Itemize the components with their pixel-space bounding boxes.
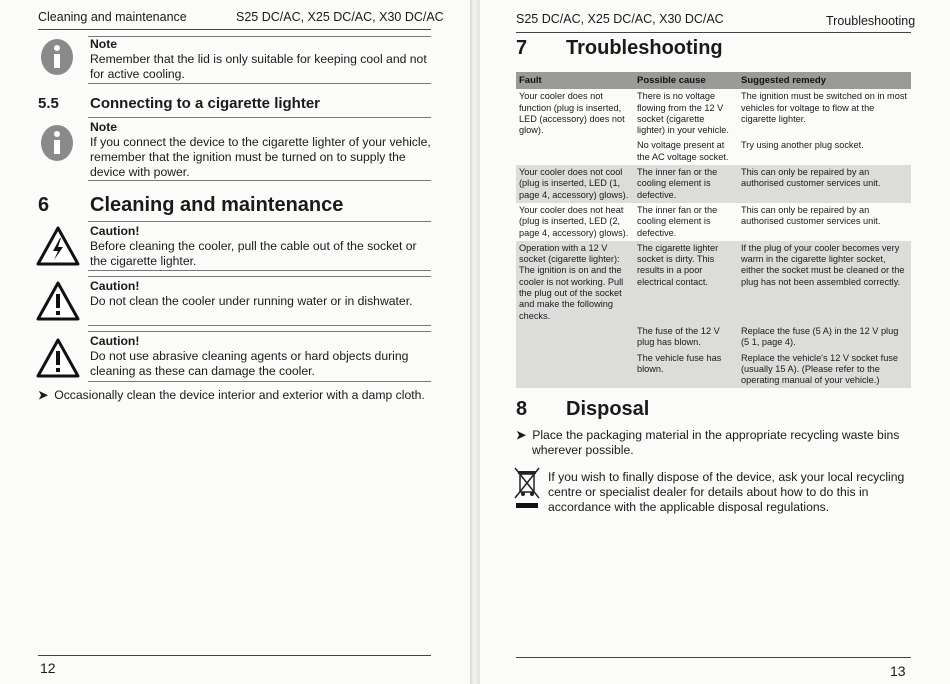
note-title: Note xyxy=(90,120,118,134)
page-number: 12 xyxy=(40,660,56,676)
left-page xyxy=(0,0,470,684)
caution-rule-top xyxy=(88,331,431,332)
table-row xyxy=(516,138,911,165)
chapter-title: Cleaning and maintenance xyxy=(90,194,344,216)
caution-rule-bottom xyxy=(88,381,431,382)
chapter-number: 6 xyxy=(38,194,50,216)
header-rule xyxy=(516,32,911,33)
crossed-bin-icon xyxy=(514,466,540,515)
caution-block xyxy=(90,224,432,269)
footer-rule xyxy=(38,655,431,656)
arrow-icon: ➤ xyxy=(516,428,527,442)
fault-cell: Your cooler does not function (plug is inserted, LED (accessory) does not glow). xyxy=(519,91,625,136)
caution-title: Caution! xyxy=(90,224,140,238)
fault-cell xyxy=(516,351,634,389)
caution-title: Caution! xyxy=(90,279,140,293)
table-row xyxy=(516,165,911,203)
troubleshooting-table xyxy=(516,72,911,388)
note-rule-bottom xyxy=(88,83,431,84)
remedy-cell: Try using another plug socket. xyxy=(741,140,864,151)
right-page xyxy=(480,0,950,684)
cause-cell: The cigarette lighter socket is dirty. This results in a poor electrical contact. xyxy=(634,241,738,324)
page-number: 13 xyxy=(890,663,906,679)
instruction-step xyxy=(516,428,927,458)
caution-block xyxy=(90,279,432,309)
instruction-text: Occasionally clean the device interior and exterior with a damp cloth. xyxy=(54,388,425,402)
caution-title: Caution! xyxy=(90,334,140,348)
info-icon xyxy=(40,38,74,81)
running-header-models: S25 DC/AC, X25 DC/AC, X30 DC/AC xyxy=(516,12,724,26)
warning-icon xyxy=(36,281,80,326)
cause-cell: No voltage present at the AC voltage socket. xyxy=(637,140,729,162)
running-header-models: S25 DC/AC, X25 DC/AC, X30 DC/AC xyxy=(236,10,444,24)
remedy-cell: If the plug of your cooler becomes very warm in the cigarette lighter socket, either the socket must be cleaned or the plug has not been assembled correctly. xyxy=(738,241,911,324)
table-row xyxy=(516,203,911,241)
caution-rule-bottom xyxy=(88,270,431,271)
caution-text: Do not use abrasive cleaning agents or hard objects during cleaning as these can damage the cooler. xyxy=(90,349,409,378)
fault-cell: Your cooler does not heat (plug is inserted, LED (2, page 4, accessory) glows). xyxy=(519,204,629,238)
caution-block xyxy=(90,334,432,379)
fault-cell: Operation with a 12 V socket (cigarette lighter): The ignition is on and the cooler is not working. Pull the plug out of the socket and make the following checks. xyxy=(516,241,634,324)
table-row xyxy=(516,241,911,324)
cause-cell: There is no voltage flowing from the 12 V socket (cigarette lighter) in your vehicle. xyxy=(637,91,729,136)
note-block xyxy=(90,37,432,82)
caution-rule-top xyxy=(88,276,431,277)
running-header-left: Cleaning and maintenance xyxy=(38,10,187,24)
cause-cell: The inner fan or the cooling element is defective. xyxy=(637,204,718,238)
cause-cell: The fuse of the 12 V plug has blown. xyxy=(634,324,738,351)
note-title: Note xyxy=(90,37,118,51)
instruction-step xyxy=(38,388,438,403)
remedy-cell: Replace the fuse (5 A) in the 12 V plug (5 1, page 4). xyxy=(738,324,911,351)
header-rule xyxy=(38,29,431,30)
fault-cell xyxy=(516,138,634,165)
book-gutter xyxy=(470,0,480,684)
remedy-cell: The ignition must be switched on in most vehicles for voltage to flow at the cigarette lighter. xyxy=(741,91,907,124)
cause-cell: The vehicle fuse has blown. xyxy=(634,351,738,389)
note-text: If you connect the device to the cigarette lighter of your vehicle, remember that the ignition must be turned on to supply the device with power. xyxy=(90,135,431,179)
note-rule-bottom xyxy=(88,180,431,181)
electric-hazard-icon xyxy=(36,226,80,271)
remedy-cell: This can only be repaired by an authorised customer services unit. xyxy=(741,204,881,227)
note-rule-top xyxy=(88,117,431,118)
chapter-title: Troubleshooting xyxy=(566,37,723,59)
remedy-cell: This can only be repaired by an authorised customer services unit. xyxy=(738,165,911,203)
table-row xyxy=(516,89,911,138)
footer-rule xyxy=(516,657,911,658)
warning-icon xyxy=(36,338,80,383)
table-row xyxy=(516,351,911,389)
fault-cell xyxy=(516,324,634,351)
caution-text: Do not clean the cooler under running water or in dishwater. xyxy=(90,294,413,308)
note-text: Remember that the lid is only suitable for keeping cool and not for active cooling. xyxy=(90,52,427,81)
chapter-number: 8 xyxy=(516,398,528,420)
column-header-fault: Fault xyxy=(516,72,634,89)
column-header-cause: Possible cause xyxy=(634,72,738,89)
fault-cell: Your cooler does not cool (plug is inserted, LED (1, page 4, accessory) glows). xyxy=(516,165,634,203)
chapter-title: Disposal xyxy=(566,398,650,420)
cause-cell: The inner fan or the cooling element is defective. xyxy=(634,165,738,203)
disposal-text: If you wish to finally dispose of the device, ask your local recycling centre or specialist dealer for details about how to do this in accordance with the applicable disposal regulations. xyxy=(548,470,905,514)
caution-text: Before cleaning the cooler, pull the cable out of the socket or the cigarette lighter. xyxy=(90,239,417,268)
column-header-remedy: Suggested remedy xyxy=(738,72,911,89)
instruction-text: Place the packaging material in the appropriate recycling waste bins wherever possible. xyxy=(532,428,900,457)
section-title: Connecting to a cigarette lighter xyxy=(90,95,321,112)
caution-rule-bottom xyxy=(88,325,431,326)
caution-rule-top xyxy=(88,221,431,222)
chapter-number: 7 xyxy=(516,37,528,59)
running-header-chapter: Troubleshooting xyxy=(826,14,916,28)
note-block xyxy=(90,120,432,180)
section-number: 5.5 xyxy=(38,95,59,112)
table-row xyxy=(516,324,911,351)
remedy-cell: Replace the vehicle's 12 V socket fuse (usually 15 A). (Please refer to the operating manual of your vehicle.) xyxy=(738,351,911,389)
info-icon xyxy=(40,124,74,167)
arrow-icon: ➤ xyxy=(38,388,49,402)
